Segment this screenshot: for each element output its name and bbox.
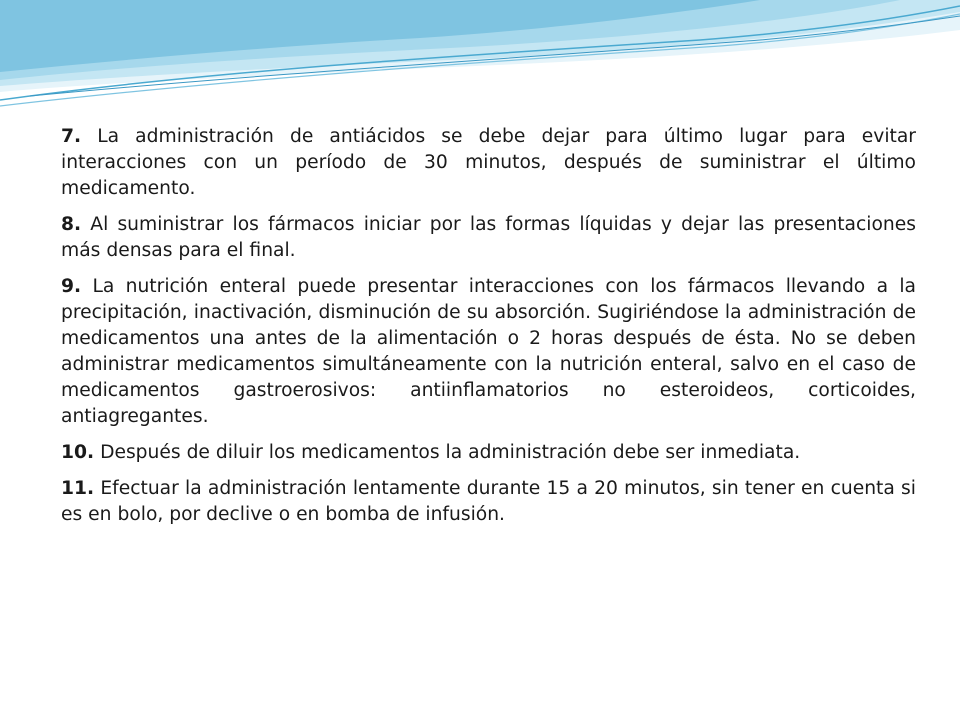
item-number: 10. [61,442,95,463]
list-item [61,124,916,202]
item-text: Al suministrar los fármacos iniciar por las formas líquidas y dejar las presentaciones más densas para el final. [61,214,916,261]
item-number: 11. [61,478,95,499]
content-body [61,124,916,538]
item-text: Efectuar la administración lentamente durante 15 a 20 minutos, sin tener en cuenta si es en bolo, por declive o en bomba de infusión. [61,478,916,525]
list-item [61,212,916,264]
item-number: 7. [61,126,82,147]
item-text: Después de diluir los medicamentos la administración debe ser inmediata. [100,442,801,463]
item-text: La administración de antiácidos se debe dejar para último lugar para evitar interacciones con un período de 30 minutos, después de suministrar el último medicamento. [61,126,916,199]
item-number: 8. [61,214,82,235]
list-item [61,440,916,466]
list-item [61,274,916,430]
item-text: La nutrición enteral puede presentar interacciones con los fármacos llevando a la precipitación, inactivación, disminución de su absorción. Sugiriéndose la administración de medicamentos una antes de la alimentación o 2 horas después de ésta. No se deben administrar medicamentos simultáneamente con la nutrición enteral, salvo en el caso de medicamentos gastroerosivos: antiinflamatorios no esteroideos, corticoides, antiagregantes. [61,276,916,427]
wave-header-decoration [0,0,960,120]
item-number: 9. [61,276,82,297]
list-item [61,476,916,528]
